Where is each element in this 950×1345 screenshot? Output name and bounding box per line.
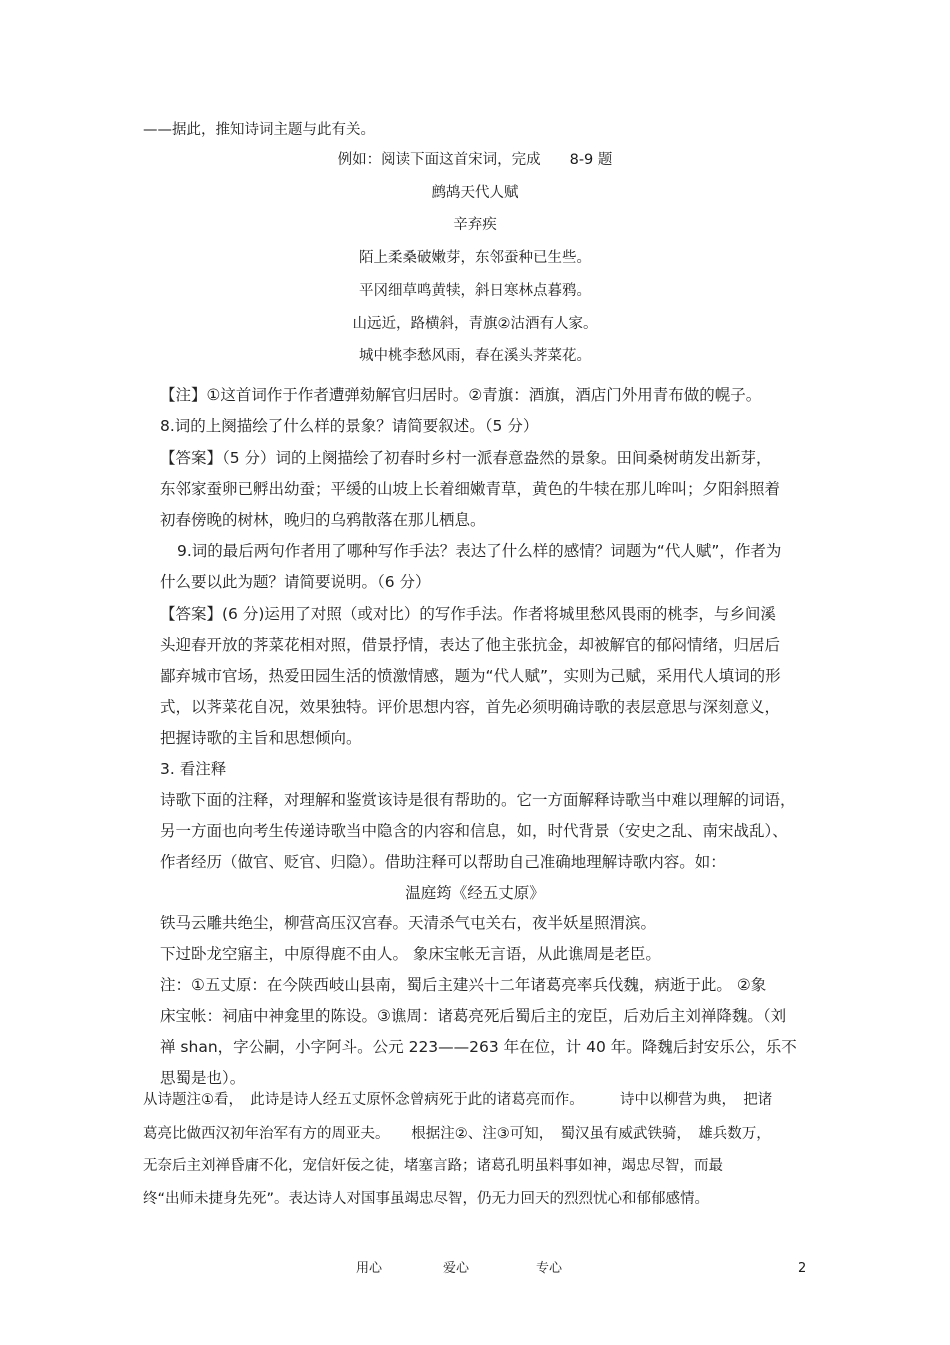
question-9-line: 什么要以此为题？请简要说明。（6 分） [160, 573, 431, 591]
poem2-line: 下过卧龙空寤主，中原得鹿不由人。 象床宝帐无言语，从此谯周是老臣。 [160, 945, 661, 963]
poem2-title: 温庭筠《经五丈原》 [405, 884, 545, 902]
analysis-line: 无奈后主刘禅昏庸不化，宠信奸佞之徒，堵塞言路；诸葛孔明虽料事如神，竭忠尽智，而最 [143, 1158, 723, 1174]
answer-9-line: 【答案】(6 分)运用了对照（或对比）的写作手法。作者将城里愁风畏雨的桃李，与乡间溪 [160, 605, 776, 623]
poem2-note-line: 床宝帐：祠庙中神龛里的陈设。③谯周：诸葛亮死后蜀后主的宠臣，后劝后主刘禅降魏。（刘 [160, 1007, 787, 1025]
analysis-line: 终“出师未捷身先死”。表达诗人对国事虽竭忠尽智，仍无力回天的烈烈忧心和郁郁感情。 [143, 1191, 710, 1207]
poem-author: 辛弃疾 [453, 217, 497, 233]
answer-8-line: 东邻家蚕卵已孵出幼蚕；平缓的山坡上长着细嫩青草，黄色的牛犊在那儿哞叫；夕阳斜照着 [160, 480, 781, 498]
answer-9-line: 头迎春开放的荠菜花相对照，借景抒情，表达了他主张抗金，却被解官的郁闷情绪，归居后 [160, 636, 781, 654]
answer-9-line: 鄙弃城市官场，热爱田园生活的愤激情感，题为“代人赋”，实则为己赋，采用代人填词的形 [160, 667, 781, 685]
intro-line: ——据此，推知诗词主题与此有关。 [143, 122, 375, 138]
poem-line: 山远近，路横斜，青旗②沽酒有人家。 [352, 316, 598, 332]
poem2-note-line: 禅 shan，字公嗣，小字阿斗。公元 223——263 年在位，计 40 年。降魏后封安乐公，乐不 [160, 1038, 797, 1056]
section-paragraph-line: 另一方面也向考生传递诗歌当中隐含的内容和信息，如，时代背景（安史之乱、南宋战乱）、 [160, 822, 788, 840]
poem-line: 陌上柔桑破嫩芽，东邻蚕种已生些。 [359, 250, 591, 266]
poem2-line: 铁马云雕共绝尘，柳营高压汉宫春。天清杀气屯关右，夜半妖星照渭滨。 [160, 914, 657, 932]
section-paragraph-line: 作者经历（做官、贬官、归隐）。借助注释可以帮助自己准确地理解诗歌内容。如： [160, 853, 726, 871]
poem2-note-line: 思蜀是也）。 [160, 1069, 246, 1087]
poem-title: 鹧鸪天代人赋 [431, 185, 519, 201]
poem-line: 平冈细草鸣黄犊，斜日寒林点暮鸦。 [359, 283, 591, 299]
question-8: 8.词的上阕描绘了什么样的景象？请简要叙述。（5 分） [160, 417, 539, 435]
example-line: 例如：阅读下面这首宋词，完成 8-9 题 [337, 152, 613, 168]
poem2-note-line: 注：①五丈原：在今陕西岐山县南，蜀后主建兴十二年诸葛亮率兵伐魏，病逝于此。 ②象 [160, 976, 767, 994]
footer-motto: 用心 [356, 1261, 383, 1276]
page-number: 2 [798, 1261, 807, 1276]
footer-motto: 专心 [536, 1261, 563, 1276]
question-9-line: 9.词的最后两句作者用了哪种写作手法？表达了什么样的感情？词题为“代人赋”，作者为 [177, 542, 782, 560]
section-paragraph-line: 诗歌下面的注释，对理解和鉴赏该诗是很有帮助的。它一方面解释诗歌当中难以理解的词语， [160, 791, 796, 809]
footer-motto: 爱心 [443, 1261, 470, 1276]
poem-line: 城中桃李愁风雨，春在溪头荠菜花。 [359, 348, 591, 364]
answer-9-line: 把握诗歌的主旨和思想倾向。 [160, 729, 362, 747]
section-heading: 3. 看注释 [160, 760, 227, 778]
analysis-line: 从诗题注①看， 此诗是诗人经五丈原怀念曾病死于此的诸葛亮而作。 诗中以柳营为典， 把诸 [143, 1092, 773, 1108]
answer-8-line: 初春傍晚的树林，晚归的乌鸦散落在那儿栖息。 [160, 511, 486, 529]
poem-note: 【注】①这首词作于作者遭弹劾解官归居时。②青旗：酒旗，酒店门外用青布做的幌子。 [160, 386, 762, 404]
answer-9-line: 式，以荠菜花自况，效果独特。评价思想内容，首先必须明确诗歌的表层意思与深刻意义， [160, 698, 781, 716]
analysis-line: 葛亮比做西汉初年治军有方的周亚夫。 根据注②、注③可知， 蜀汉虽有威武铁骑， 雄兵数万， [143, 1126, 771, 1142]
answer-8-line: 【答案】（5 分）词的上阕描绘了初春时乡村一派春意盎然的景象。田间桑树萌发出新芽， [160, 449, 772, 467]
